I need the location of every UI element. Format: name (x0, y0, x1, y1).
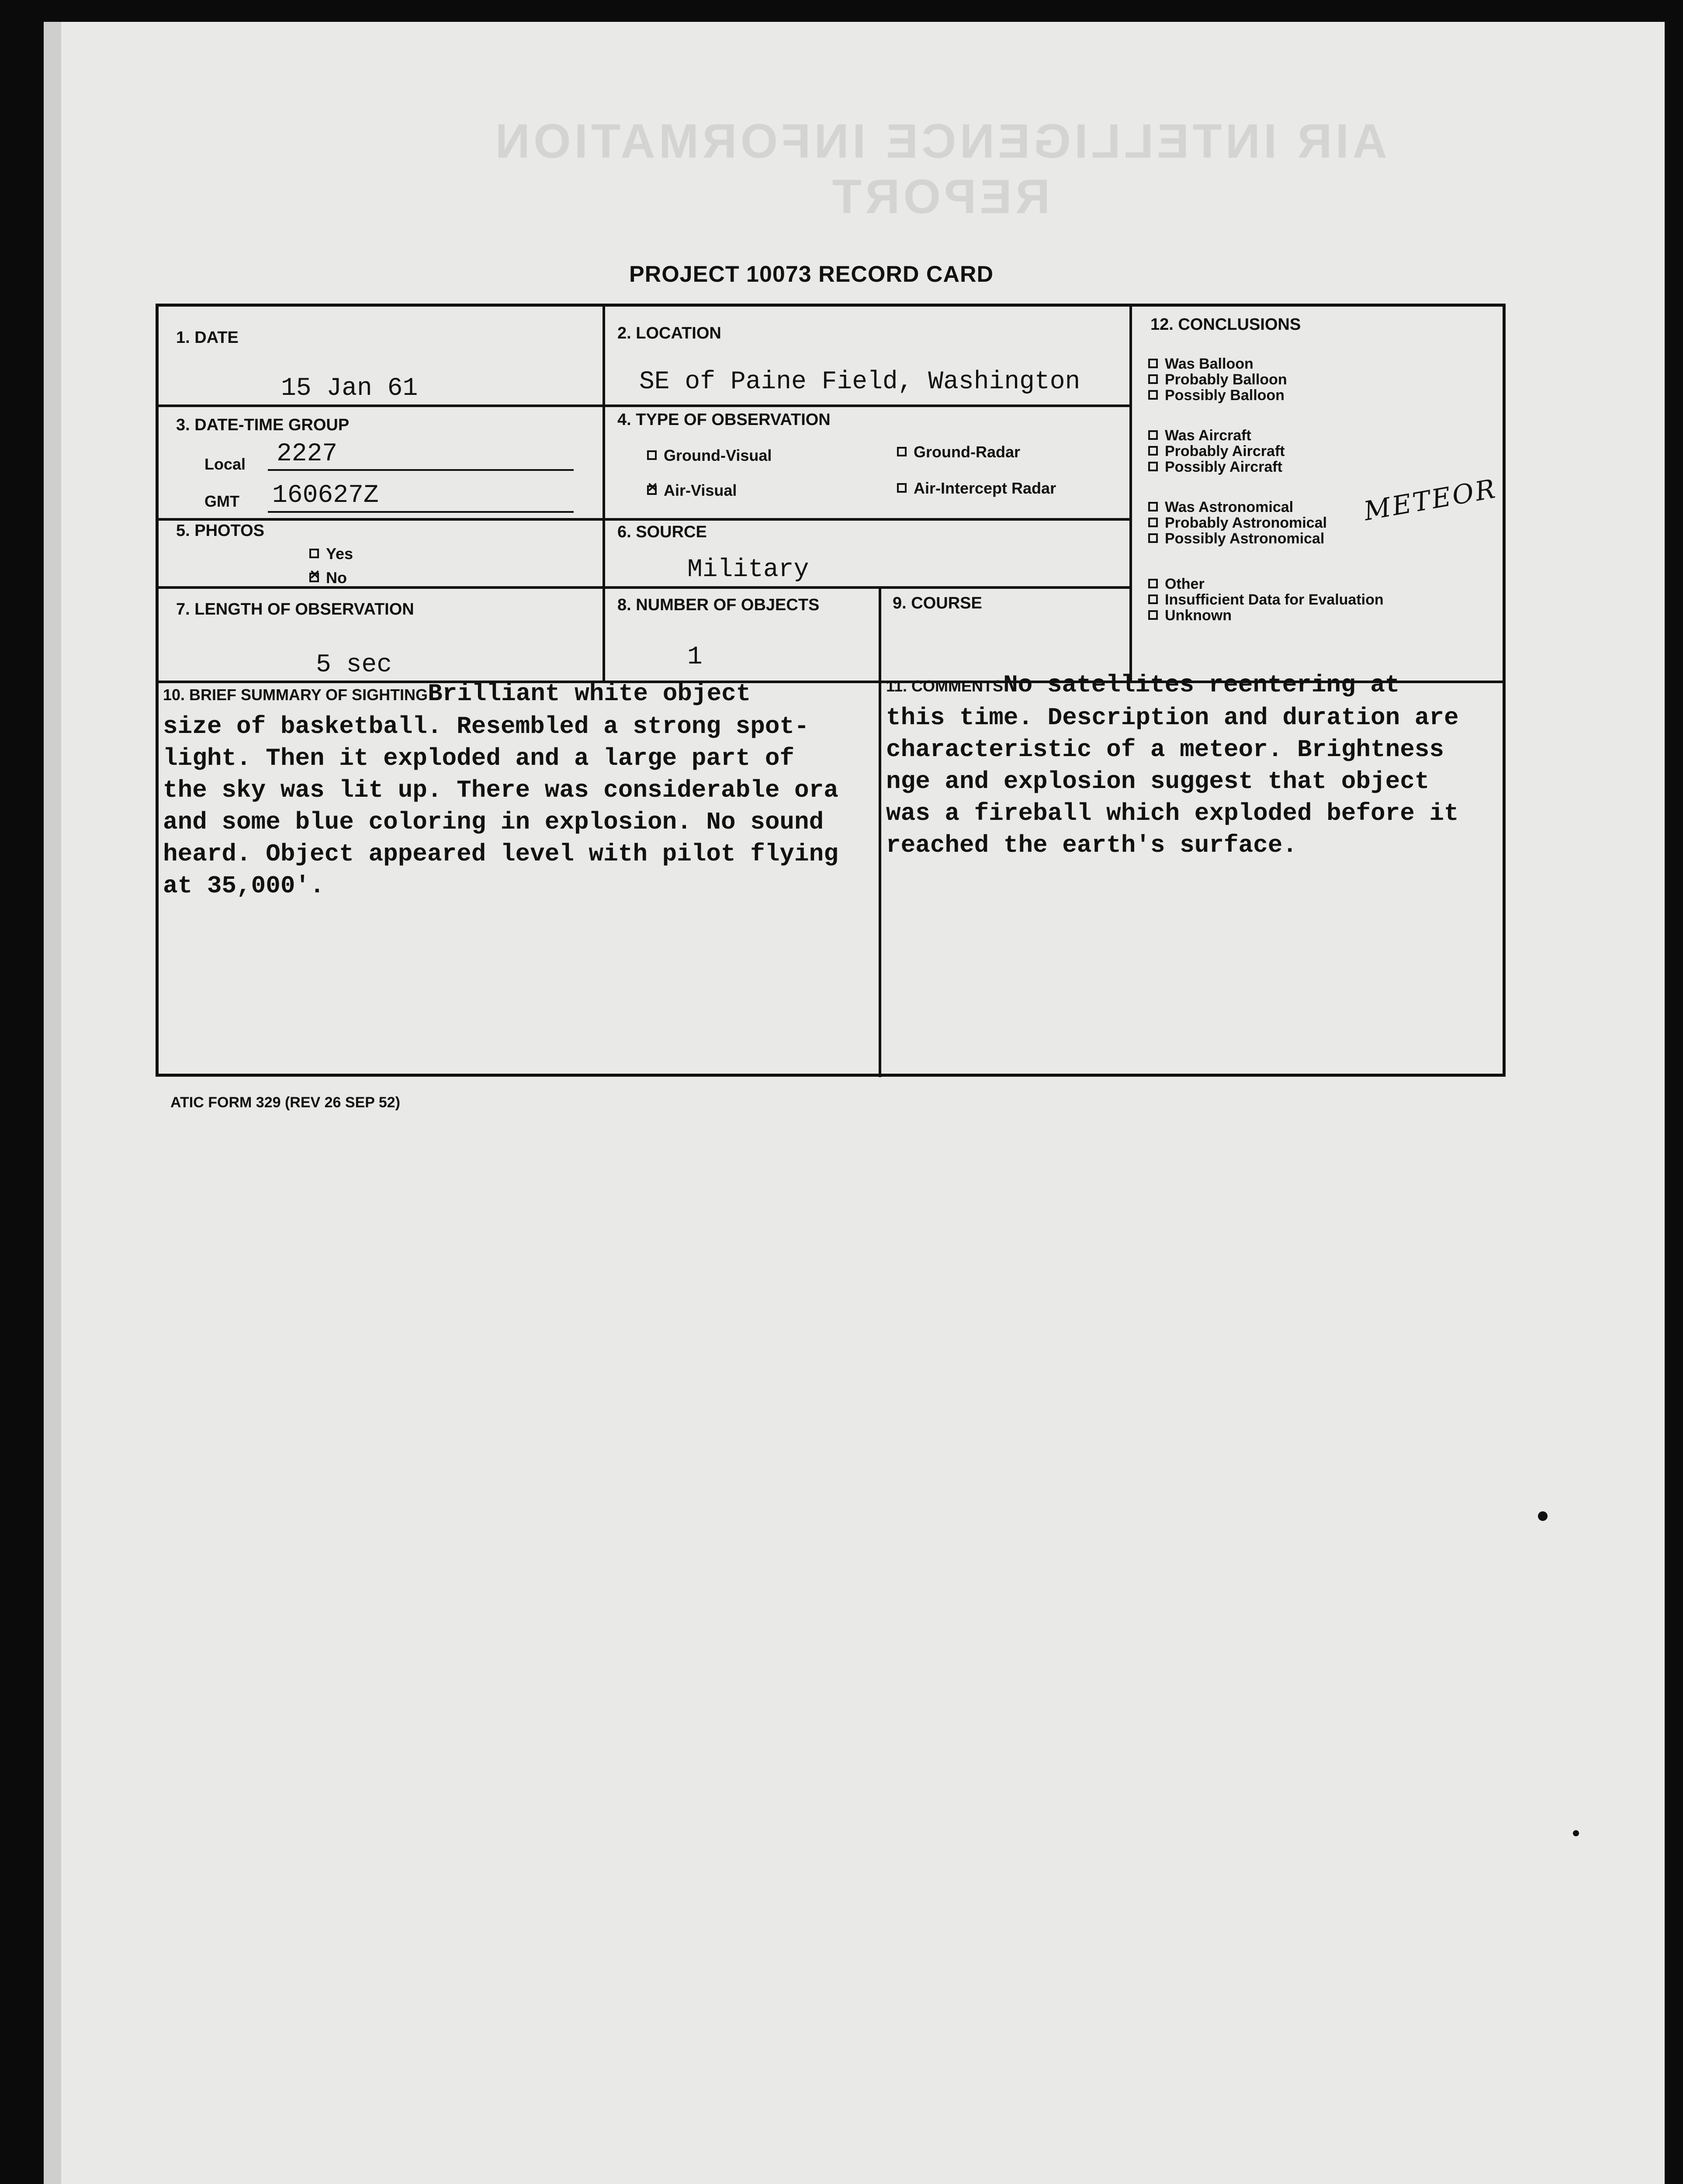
gmt-label: GMT (204, 492, 239, 510)
checkbox-icon (1148, 502, 1158, 511)
checkbox-icon (897, 483, 907, 493)
card-title: PROJECT 10073 RECORD CARD (629, 262, 994, 287)
checkbox-icon (1148, 359, 1158, 368)
conclusion-option[interactable]: Was Astronomical (1148, 499, 1293, 516)
air-visual-option[interactable]: ✕Air-Visual (647, 481, 737, 500)
location-label: 2. LOCATION (617, 324, 721, 342)
summary-first-line: 10. BRIEF SUMMARY OF SIGHTINGBrilliant white object (163, 680, 751, 708)
comments-first-line: 11. COMMENTSNo satellites reentering at (886, 671, 1400, 699)
checkbox-icon (1148, 374, 1158, 384)
conclusion-option[interactable]: Was Aircraft (1148, 427, 1251, 444)
ground-radar-option[interactable]: Ground-Radar (897, 443, 1020, 461)
photos-yes-option[interactable]: Yes (309, 545, 353, 563)
form-number: ATIC FORM 329 (REV 26 SEP 52) (170, 1094, 400, 1111)
conclusion-option[interactable]: Possibly Astronomical (1148, 530, 1324, 547)
source-label: 6. SOURCE (617, 523, 707, 541)
num-objects-label: 8. NUMBER OF OBJECTS (617, 596, 820, 614)
local-label: Local (204, 455, 246, 473)
date-value: 15 Jan 61 (281, 374, 418, 403)
summary-line: and some blue coloring in explosion. No sound (163, 808, 824, 836)
comments-line: reached the earth's surface. (886, 831, 1297, 859)
photos-label: 5. PHOTOS (176, 522, 265, 540)
summary-line: heard. Object appeared level with pilot flying (163, 840, 838, 868)
checked-checkbox-icon (309, 573, 319, 582)
checkbox-icon (647, 450, 657, 460)
photos-no-option[interactable]: ✕No (309, 569, 347, 587)
summary-line: size of basketball. Resembled a strong spot- (163, 712, 809, 740)
checkbox-icon (1148, 579, 1158, 588)
checked-checkbox-icon (647, 485, 657, 495)
length-label: 7. LENGTH OF OBSERVATION (176, 600, 414, 619)
checkbox-icon (1148, 462, 1158, 471)
conclusion-option[interactable]: Was Balloon (1148, 356, 1254, 373)
speck (1538, 1511, 1548, 1521)
comments-block (886, 669, 1459, 861)
location-value: SE of Paine Field, Washington (639, 368, 1080, 396)
ground-visual-option[interactable]: Ground-Visual (647, 446, 772, 465)
checkbox-icon (897, 447, 907, 456)
conclusion-option[interactable]: Other (1148, 576, 1205, 593)
source-value: Military (687, 556, 809, 584)
checkbox-icon (1148, 594, 1158, 604)
air-intercept-radar-option[interactable]: Air-Intercept Radar (897, 479, 1056, 498)
length-value: 5 sec (316, 651, 392, 679)
summary-lines (163, 711, 838, 902)
summary-line: light. Then it exploded and a large part of (163, 744, 795, 772)
record-card (156, 304, 1506, 1077)
summary-block (163, 678, 838, 902)
conclusion-option[interactable]: Probably Astronomical (1148, 515, 1327, 532)
summary-label: 10. BRIEF SUMMARY OF SIGHTING (163, 686, 428, 704)
checkbox-icon (1148, 518, 1158, 527)
checkbox-icon (1148, 430, 1158, 440)
num-objects-value: 1 (687, 643, 703, 671)
comments-lines (886, 702, 1459, 861)
conclusion-option[interactable]: Unknown (1148, 607, 1232, 624)
conclusion-option[interactable]: Probably Balloon (1148, 371, 1287, 388)
conclusion-option[interactable]: Probably Aircraft (1148, 443, 1285, 460)
conclusions-label: 12. CONCLUSIONS (1150, 315, 1301, 334)
checkbox-icon (1148, 610, 1158, 620)
speck (1573, 1830, 1579, 1836)
local-value: 2227 (277, 440, 338, 468)
course-label: 9. COURSE (893, 594, 982, 612)
conclusion-option[interactable]: Possibly Balloon (1148, 387, 1285, 404)
comments-line: was a fireball which exploded before it (886, 799, 1459, 827)
conclusion-option[interactable]: Insufficient Data for Evaluation (1148, 591, 1384, 608)
observation-type-label: 4. TYPE OF OBSERVATION (617, 411, 831, 429)
checkbox-icon (1148, 390, 1158, 400)
checkbox-icon (1148, 446, 1158, 456)
conclusion-option[interactable]: Possibly Aircraft (1148, 459, 1282, 476)
handwritten-meteor-note: METEOR (1361, 473, 1499, 527)
background-report-heading: AIR INTELLIGENCE INFORMATION REPORT (492, 114, 1387, 224)
comments-line: characteristic of a meteor. Brightness (886, 736, 1444, 764)
summary-line: at 35,000'. (163, 872, 325, 900)
checkbox-icon (1148, 533, 1158, 543)
comments-line: this time. Description and duration are (886, 704, 1459, 732)
summary-line: the sky was lit up. There was considerable ora (163, 776, 838, 804)
comments-line: nge and explosion suggest that object (886, 767, 1430, 795)
gmt-value: 160627Z (272, 481, 379, 510)
dtg-label: 3. DATE-TIME GROUP (176, 416, 350, 434)
comments-label: 11. COMMENTS (886, 677, 1004, 695)
date-label: 1. DATE (176, 328, 239, 347)
checkbox-icon (309, 549, 319, 558)
